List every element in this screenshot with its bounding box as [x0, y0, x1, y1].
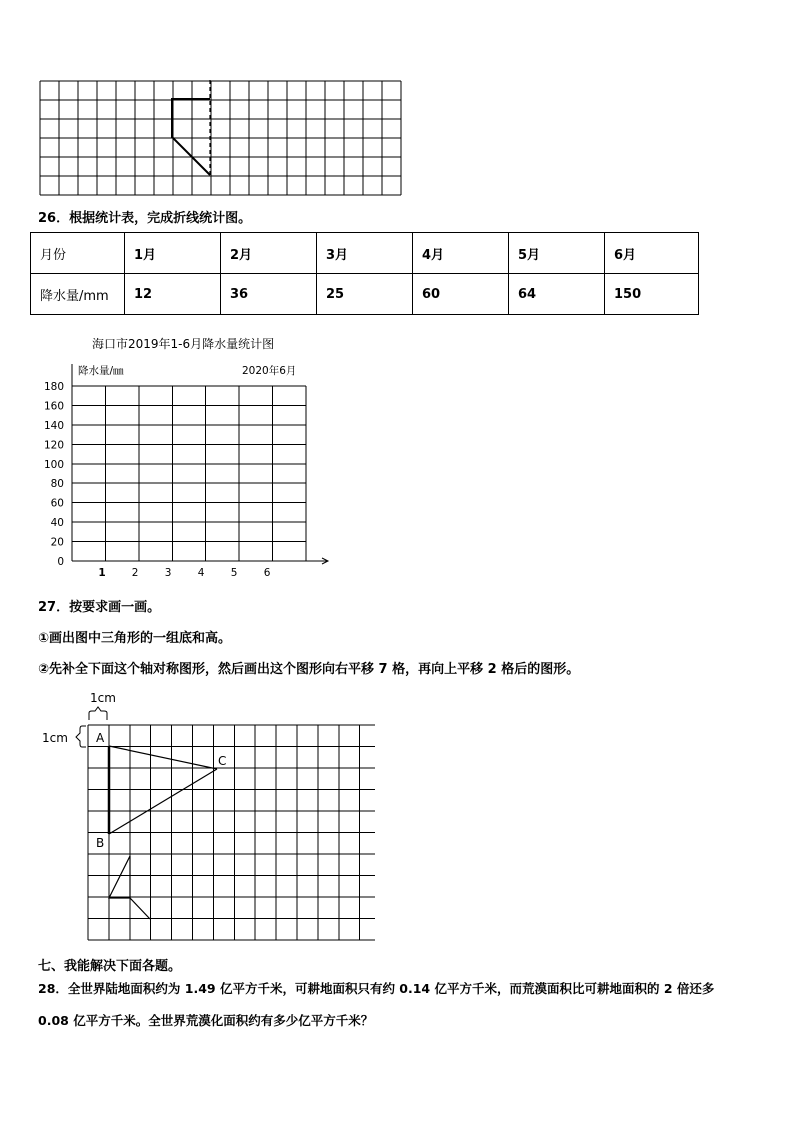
y-tick-label: 180 [43, 381, 64, 393]
x-tick-label: 3 [164, 567, 172, 579]
q28-line1: 28．全世界陆地面积约为 1.49 亿平方千米，可耕地面积只有约 0.14 亿平方千米，而荒漠面积比可耕地面积的 2 倍还多 [38, 981, 715, 996]
point-b-label: B [96, 836, 105, 850]
table-cell: 12 [125, 274, 221, 315]
table-cell: 36 [221, 274, 317, 315]
x-tick-label: 5 [230, 567, 238, 579]
table-header-cell: 2月 [221, 233, 317, 274]
y-tick-label: 20 [50, 536, 64, 549]
table-cell: 150 [605, 274, 699, 315]
q27-item2: ②先补全下面这个轴对称图形，然后画出这个图形向右平移 7 格，再向上平移 2 格后的图形。 [38, 662, 580, 677]
chart-ylabel: 降水量/㎜ [78, 365, 124, 377]
table-header-cell: 4月 [413, 233, 509, 274]
x-tick-label: 4 [197, 567, 205, 579]
point-a-label: A [96, 731, 105, 745]
y-tick-label: 0 [57, 556, 64, 568]
table-row-label: 降水量/mm [31, 274, 125, 315]
table-cell: 60 [413, 274, 509, 315]
table-row [31, 274, 699, 315]
q26-title: 26．根据统计表，完成折线统计图。 [38, 211, 252, 226]
x-tick-label: 2 [131, 567, 139, 579]
q28-line2: 0.08 亿平方千米。全世界荒漠化面积约有多少亿平方千米？ [38, 1013, 374, 1028]
chart-title: 海口市2019年1-6月降水量统计图 [92, 337, 275, 351]
y-tick-label: 80 [50, 478, 64, 491]
half-figure [172, 99, 210, 175]
triangle-side-ac [109, 746, 217, 769]
point-c-label: C [218, 754, 227, 768]
top-grid-figure [38, 80, 402, 196]
y-tick-label: 100 [43, 458, 64, 471]
q27-item1: ①画出图中三角形的一组底和高。 [38, 631, 232, 646]
y-tick-label: 40 [50, 517, 64, 530]
table-header-cell: 6月 [605, 233, 699, 274]
triangle-side-bc [109, 769, 217, 834]
rainfall-line-chart [30, 328, 340, 580]
unit-label-horizontal: 1cm [90, 691, 116, 705]
y-tick-label: 160 [43, 400, 64, 413]
table-header-cell: 3月 [317, 233, 413, 274]
table-header-cell: 1月 [125, 233, 221, 274]
chart-date-note: 2020年6月 [242, 365, 297, 377]
table-header-cell: 月份 [31, 233, 125, 274]
table-cell: 25 [317, 274, 413, 315]
table-cell: 64 [509, 274, 605, 315]
unit-brace-vertical [76, 726, 86, 747]
section7-title: 七、我能解决下面各题。 [38, 959, 182, 974]
drawing-grid [30, 685, 375, 945]
x-tick-label: 6 [263, 567, 271, 579]
table-header-cell: 5月 [509, 233, 605, 274]
x-tick-label: 1 [98, 567, 106, 579]
table-row [31, 233, 699, 274]
rainfall-table [30, 232, 699, 315]
y-tick-label: 60 [50, 497, 64, 510]
unit-brace-horizontal [89, 707, 107, 720]
unit-label-vertical: 1cm [42, 731, 68, 745]
y-tick-label: 140 [43, 419, 64, 432]
q27-title: 27．按要求画一画。 [38, 600, 161, 615]
y-tick-label: 120 [43, 439, 64, 452]
